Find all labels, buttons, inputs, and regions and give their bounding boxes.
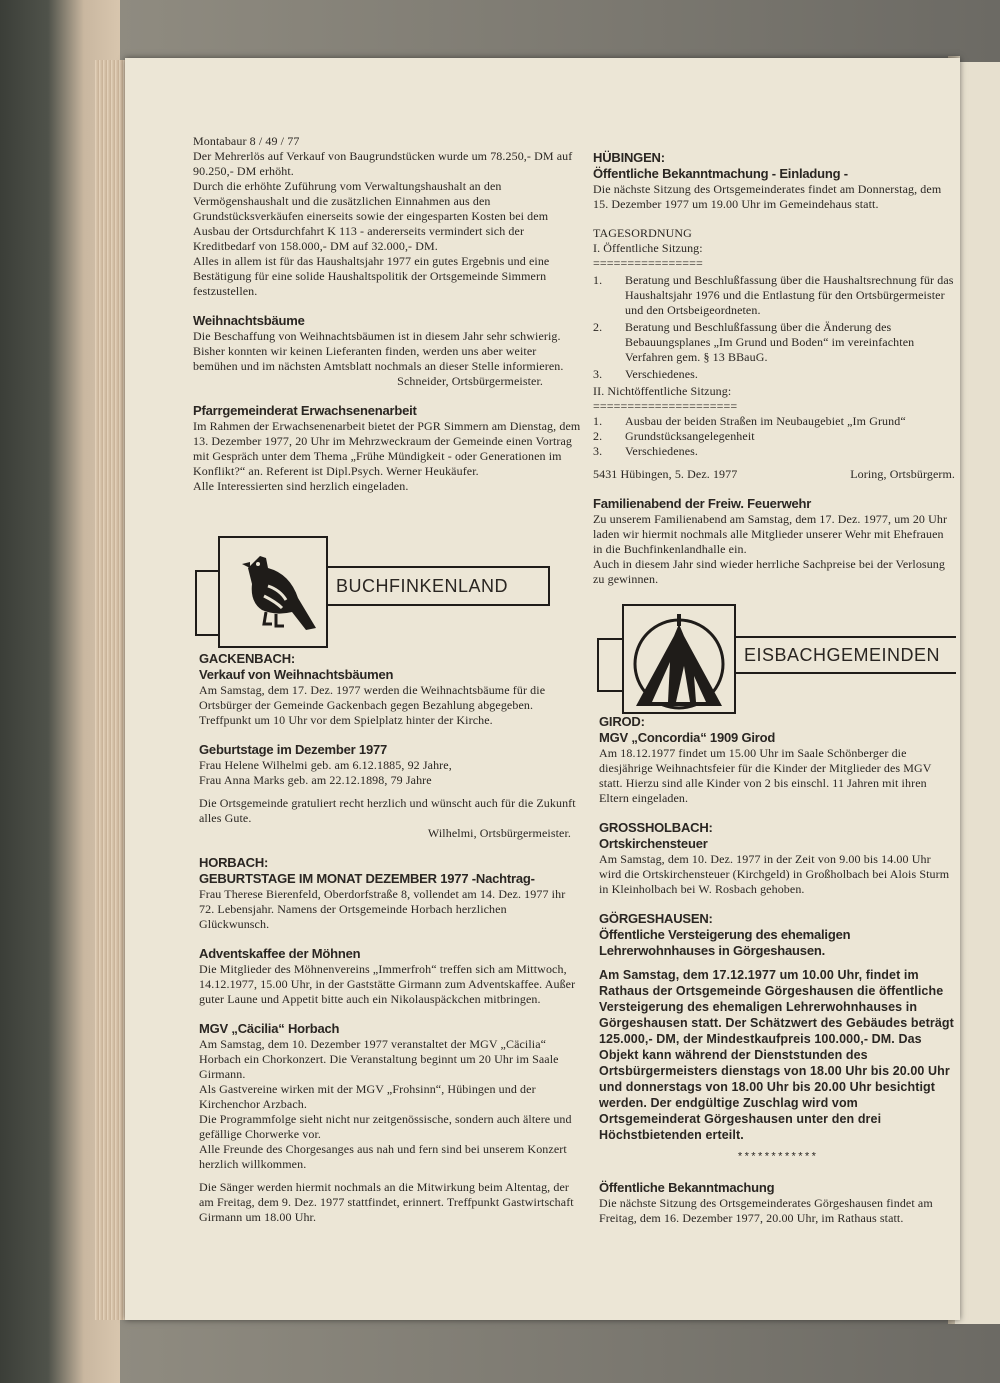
- familienabend-text: Zu unserem Familienabend am Samstag, dem 17. Dez. 1977, um 20 Uhr laden wir hiermit nochmals alle Mitglieder unserer Wehr mit Ehefrauen in die Buchfinkenlandhalle ein.: [593, 512, 948, 556]
- pfarrgemeinderat-invite: Alle Interessierten sind herzlich eingeladen.: [193, 479, 409, 493]
- grossholbach-heading: Ortskirchensteuer: [599, 836, 708, 851]
- huebingen-heading: Öffentliche Bekanntmachung - Einladung -: [593, 166, 848, 181]
- gackenbach-heading: Verkauf von Weihnachtsbäumen: [199, 667, 394, 682]
- geburtstage-signature: Wilhelmi, Ortsbürgermeister.: [427, 826, 571, 840]
- public-session-underline: ================: [593, 256, 703, 270]
- agenda-item: 3. Verschiedenes.: [593, 367, 699, 381]
- right-column-lower: [599, 714, 955, 1226]
- buchfinkenland-banner: BUCHFINKENLAND: [326, 566, 550, 606]
- geburtstage-heading: Geburtstage im Dezember 1977: [199, 742, 388, 757]
- pfarrgemeinderat-text: Im Rahmen der Erwachsenenarbeit bietet der PGR Simmern am Dienstag, dem 13. Dezember 1977, 20 Uhr im Mehrzweckraum der Gemeinde einen Vortrag mit Gespräch unter dem Thema „Frühe Mündigkeit - oder Generationen im Konflikt?“ an. Referent ist Dipl.Psych. Werner Heukäufer.: [193, 419, 581, 478]
- right-column: [593, 150, 955, 587]
- goergeshausen-heading-2: Öffentliche Bekanntmachung: [599, 1180, 775, 1195]
- agenda-item: 2. Grundstücksangelegenheit: [593, 429, 755, 443]
- familienabend-text-2: Auch in diesem Jahr sind wieder herrliche Sachpreise bei der Verlosung zu gewinnen.: [593, 557, 946, 586]
- grossholbach-text: Am Samstag, dem 10. Dez. 1977 in der Zeit von 9.00 bis 14.00 Uhr wird die Ortskirchensteuer (Kirchgeld) in Großholbach bei Alois Sturm in Kleinholbach bei W. Rosbach gehoben.: [599, 852, 950, 896]
- left-column-lower: [199, 651, 579, 1225]
- goergeshausen-text-2: Die nächste Sitzung des Ortsgemeinderates Görgeshausen findet am Freitag, dem 16. Dezember 1977, 20.00 Uhr, im Rathaus statt.: [599, 1196, 933, 1225]
- huebingen-footer: [593, 467, 955, 482]
- girod-heading: MGV „Concordia“ 1909 Girod: [599, 730, 776, 745]
- agenda-item: 3. Verschiedenes.: [593, 444, 699, 458]
- weihnachtsbaeume-text: Die Beschaffung von Weihnachtsbäumen ist in diesem Jahr sehr schwierig. Bisher konnten wir keinen Lieferanten finden, werden uns aber weiter bemühen und im nächsten Amtsblatt nochmals an dieser Stelle informieren.: [193, 329, 564, 373]
- huebingen-signature: Loring, Ortsbürgerm.: [850, 467, 955, 481]
- left-column: [193, 134, 583, 494]
- page-header: Montabaur 8 / 49 / 77: [193, 134, 300, 148]
- eisbachgemeinden-banner: EISBACHGEMEINDEN: [734, 636, 956, 674]
- huebingen-date: 5431 Hübingen, 5. Dez. 1977: [593, 467, 738, 481]
- girod-place: GIROD:: [599, 714, 645, 729]
- geburtstage-line-2: Frau Anna Marks geb. am 22.12.1898, 79 Jahre: [199, 773, 432, 787]
- horbach-heading: GEBURTSTAGE IM MONAT DEZEMBER 1977 -Nachtrag-: [199, 871, 535, 886]
- mountain-chapel-icon: [622, 604, 736, 714]
- weihnachtsbaeume-signature: Schneider, Ortsbürgermeister.: [397, 374, 543, 388]
- mgv-caecilia-text-2: Als Gastvereine wirken mit der MGV „Frohsinn“, Hübingen und der Kirchenchor Arzbach.: [199, 1082, 536, 1111]
- agenda-item: 1. Ausbau der beiden Straßen im Neubaugebiet „Im Grund“: [593, 414, 906, 428]
- separator-stars: ************: [736, 1152, 818, 1164]
- goergeshausen-heading: Öffentliche Versteigerung des ehemaligen Lehrerwohnhauses in Görgeshausen.: [599, 927, 851, 958]
- agenda-title: TAGESORDNUNG: [593, 226, 692, 240]
- agenda-item: 2. Beratung und Beschlußfassung über die Änderung des Bebauungsplanes „Im Grund und Boden“ im vereinfachten Verfahren gem. § 13 BBauG.: [593, 320, 915, 364]
- mgv-caecilia-text-3: Die Programmfolge sieht nicht nur zeitgenössische, sondern auch ältere und gefällige Chorwerke vor.: [199, 1112, 572, 1141]
- bird-icon: [218, 536, 328, 648]
- familienabend-heading: Familienabend der Freiw. Feuerwehr: [593, 496, 812, 511]
- private-session-title: II. Nichtöffentliche Sitzung:: [593, 384, 732, 398]
- geburtstage-line-1: Frau Helene Wilhelmi geb. am 6.12.1885, 92 Jahre,: [199, 758, 452, 772]
- public-session-title: I. Öffentliche Sitzung:: [593, 241, 703, 255]
- next-page: [955, 62, 1000, 1324]
- horbach-text: Frau Therese Bierenfeld, Oberdorfstraße 8, vollendet am 14. Dez. 1977 ihr 72. Lebensjahr. Namens der Ortsgemeinde Horbach herzlichen Glückwunsch.: [199, 887, 566, 931]
- mgv-caecilia-text-5: Die Sänger werden hiermit nochmals an die Mitwirkung beim Altentag, der am Freitag, dem 9. Dez. 1977 stattfindet, erinnert. Treffpunkt Gastwirtschaft Girmann um 18.00 Uhr.: [199, 1180, 574, 1224]
- mgv-caecilia-heading: MGV „Cäcilia“ Horbach: [199, 1021, 340, 1036]
- mgv-caecilia-text-4: Alle Freunde des Chorgesanges aus nah und fern sind bei unserem Konzert herzlich willkommen.: [199, 1142, 567, 1171]
- gackenbach-place: GACKENBACH:: [199, 651, 296, 666]
- goergeshausen-place: GÖRGESHAUSEN:: [599, 911, 713, 926]
- mgv-caecilia-text: Am Samstag, dem 10. Dezember 1977 veranstaltet der MGV „Cäcilia“ Horbach ein Chorkonzert. Die Veranstaltung beginnt um 20 Uhr im Saale Girmann.: [199, 1037, 559, 1081]
- adventskaffee-heading: Adventskaffee der Möhnen: [199, 946, 361, 961]
- intro-paragraph-2: Durch die erhöhte Zuführung vom Verwaltungshaushalt an den Vermögenshaushalt und die zusätzlichen Einnahmen aus den Grundstücksverkäufen einerseits sowie der eingesparten Kosten bei dem Ausbau der Ortsdurchfahrt K 113 - andererseits vermindert sich der Kreditbedarf von 158.000,- DM auf 32.000,- DM.: [193, 179, 549, 253]
- horbach-place: HORBACH:: [199, 855, 269, 870]
- intro-paragraph-1: Der Mehrerlös auf Verkauf von Baugrundstücken wurde um 78.250,- DM auf 90.250,- DM erhöht.: [193, 149, 573, 178]
- pfarrgemeinderat-heading: Pfarrgemeinderat Erwachsenenarbeit: [193, 403, 417, 418]
- adventskaffee-text: Die Mitglieder des Möhnenvereins „Immerfroh“ treffen sich am Mittwoch, 14.12.1977, 15.00 Uhr, in der Gaststätte Girmann zum Adventskaffee. Außer guter Laune und Appetit bitte auch ein Nikolauspäckchen mitbringen.: [199, 962, 576, 1006]
- girod-text: Am 18.12.1977 findet um 15.00 Uhr im Saale Schönberger die diesjährige Weihnachtsfeier für die Kinder der Mitglieder des MGV statt. Hierzu sind alle Kinder von 2 bis einschl. 11 Jahren mit ihren Eltern eingeladen.: [599, 746, 932, 805]
- geburtstage-text: Die Ortsgemeinde gratuliert recht herzlich und wünscht auch für die Zukunft alles Gute.: [199, 796, 576, 825]
- gackenbach-text: Am Samstag, dem 17. Dez. 1977 werden die Weihnachtsbäume für die Ortsbürger der Gemeinde Gackenbach gegen Bezahlung abgegeben. Treffpunkt um 10 Uhr vor dem Spielplatz hinter der Kirche.: [199, 683, 546, 727]
- intro-paragraph-3: Alles in allem ist für das Haushaltsjahr 1977 ein gutes Ergebnis und eine Bestätigung für eine solide Haushaltspolitik der Ortsgemeinde Simmern festzustellen.: [193, 254, 550, 298]
- agenda-item: 1. Beratung und Beschlußfassung über die Haushaltsrechnung für das Haushaltsjahr 1976 und die Entlastung für den Ortsbürgermeister und den Ortsbeigeordneten.: [593, 273, 954, 317]
- private-session-underline: =====================: [593, 399, 738, 413]
- goergeshausen-auction-text: Am Samstag, dem 17.12.1977 um 10.00 Uhr, findet im Rathaus der Ortsgemeinde Görgeshausen die öffentliche Versteigerung des ehemaligen Lehrerwohnhauses in Görgeshausen statt. Der Schätzwert des Gebäudes beträgt 125.000,- DM, der Mindestkaufpreis 100.000,- DM. Das Objekt kann während der Dienststunden des Ortsbürgermeisters dienstags von 18.00 Uhr bis 20.00 Uhr und donnerstags von 18.00 Uhr bis 20.00 Uhr besichtigt werden. Der endgültige Zuschlag wird vom Ortsgemeinderat Görgeshausen unter den drei Höchstbietenden erteilt.: [599, 968, 954, 1142]
- huebingen-place: HÜBINGEN:: [593, 150, 665, 165]
- grossholbach-place: GROSSHOLBACH:: [599, 820, 713, 835]
- huebingen-text: Die nächste Sitzung des Ortsgemeinderates findet am Donnerstag, dem 15. Dezember 1977 um 19.00 Uhr im Gemeindehaus statt.: [593, 182, 942, 211]
- weihnachtsbaeume-heading: Weihnachtsbäume: [193, 313, 305, 328]
